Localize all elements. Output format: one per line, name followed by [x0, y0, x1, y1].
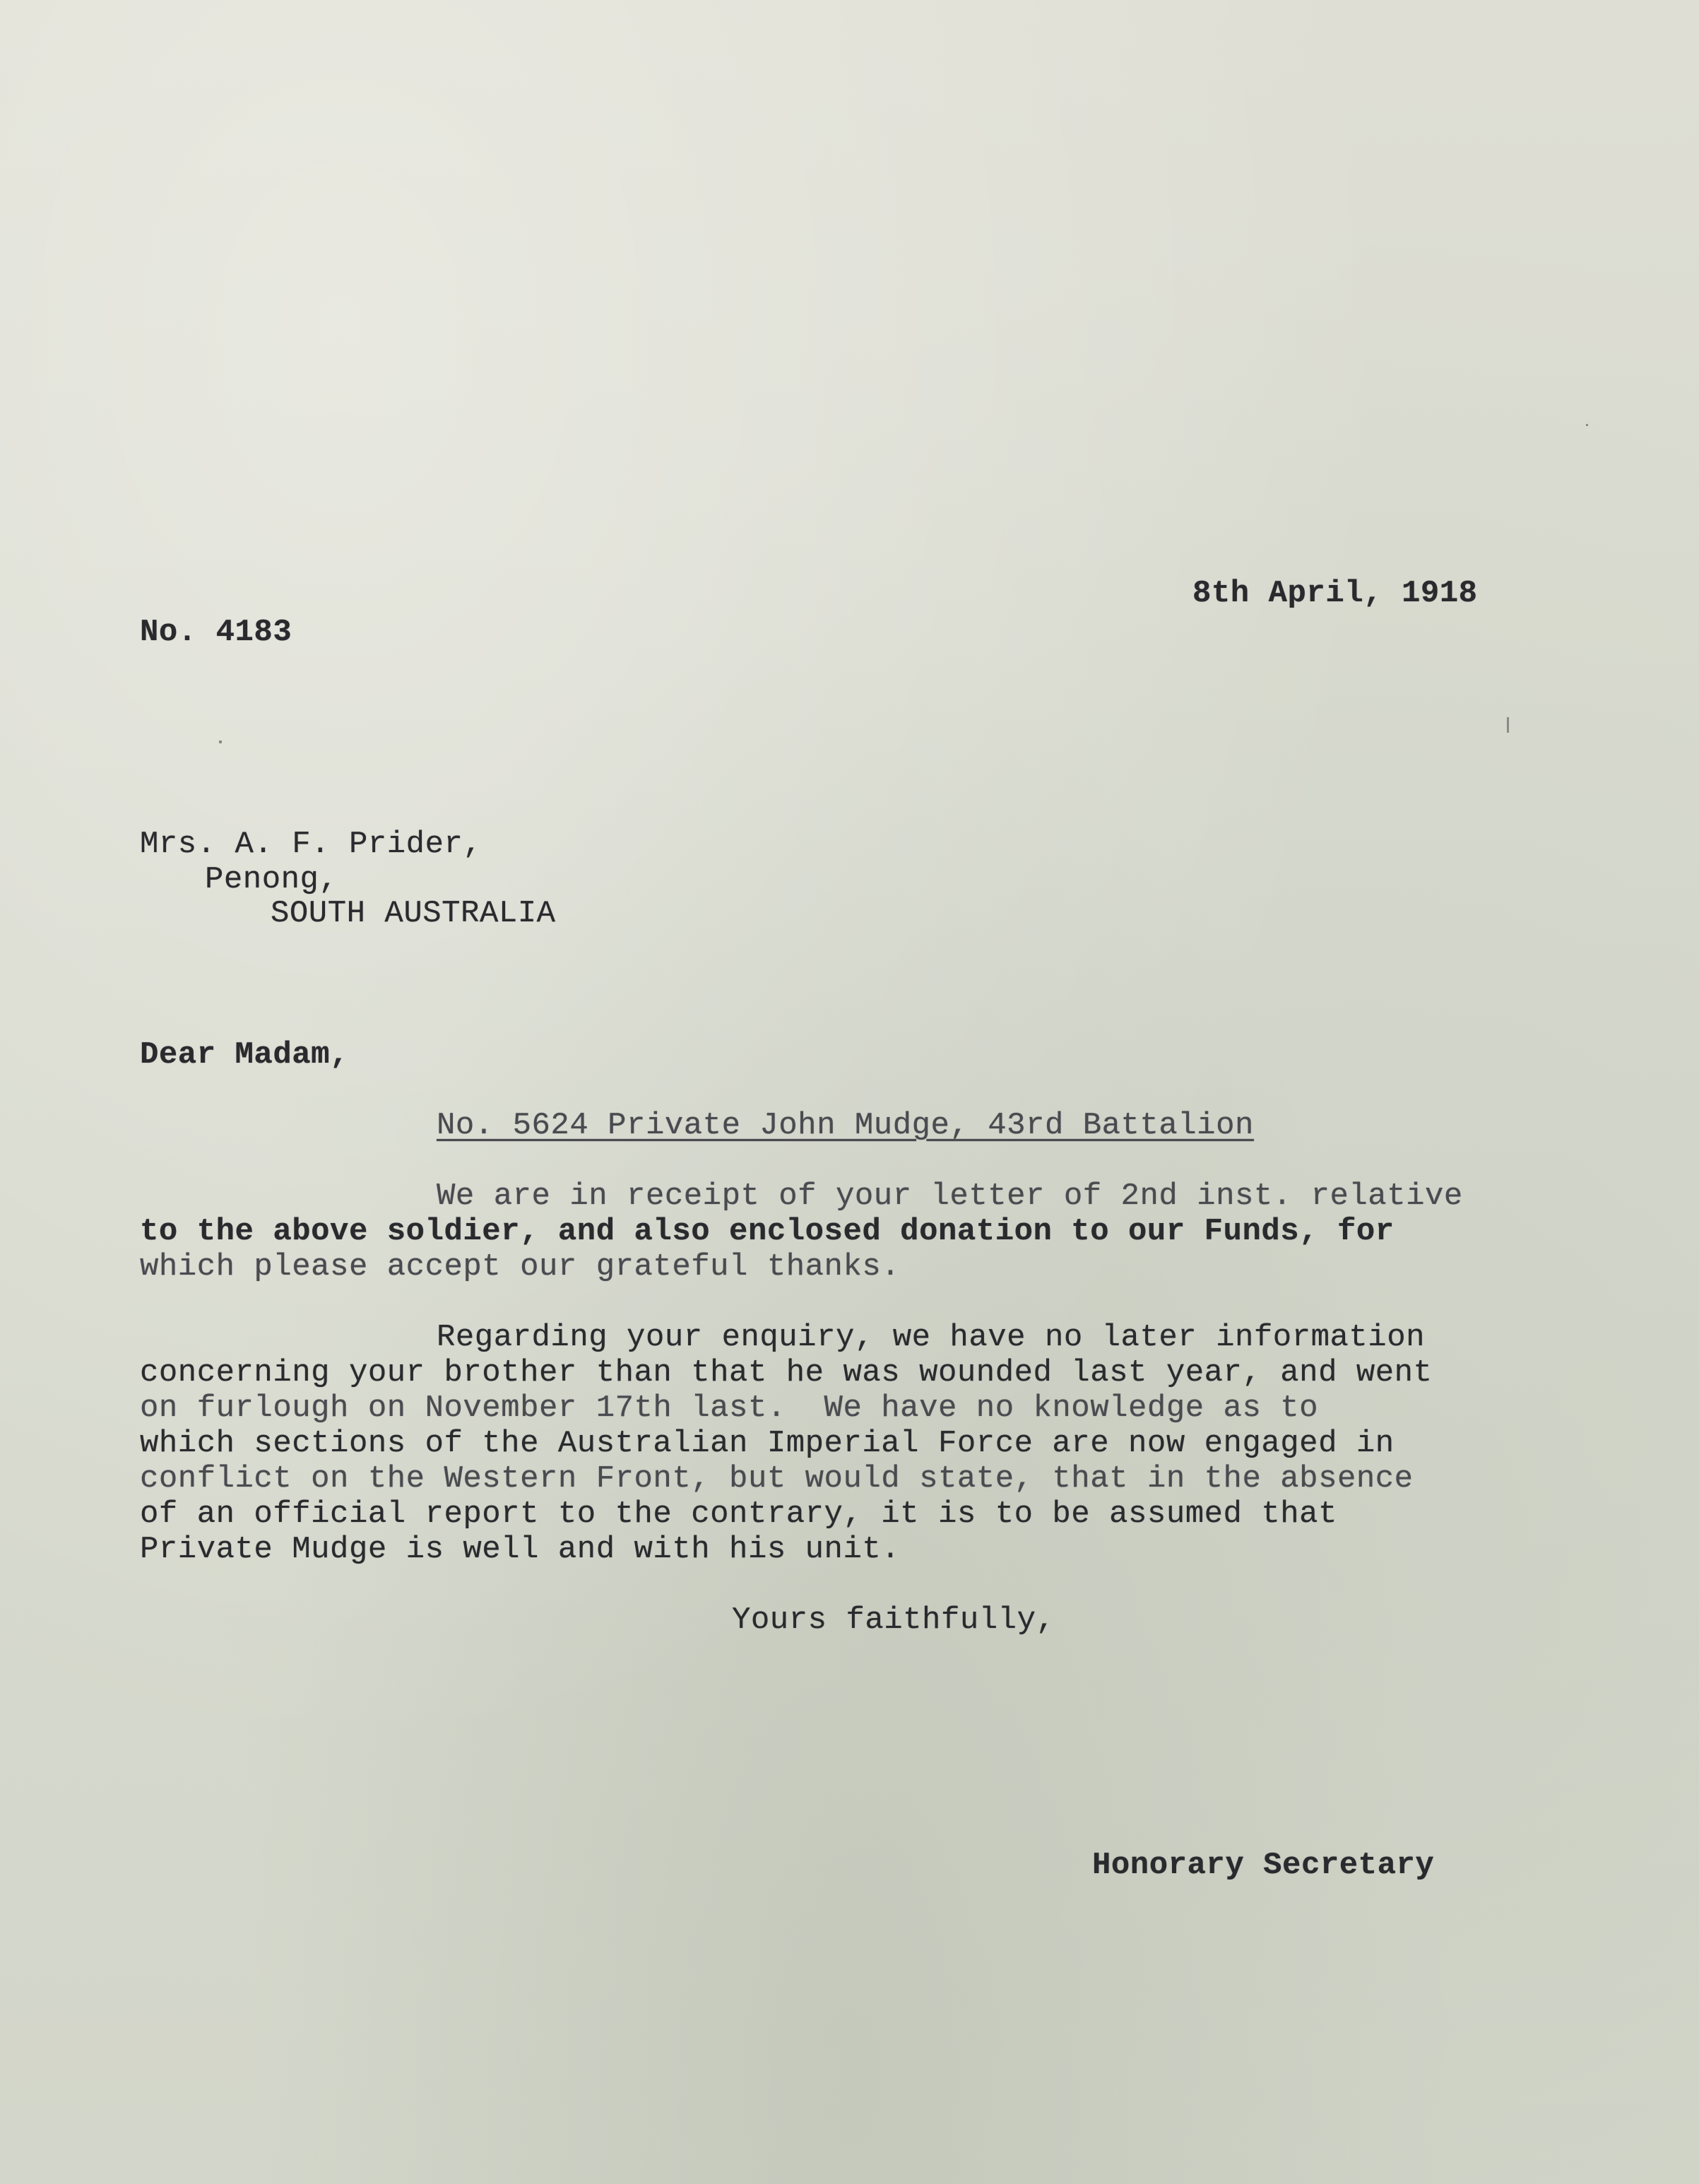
paragraph-line: concerning your brother than that he was wounded last year, and went	[140, 1355, 1433, 1391]
paragraph-line: We are in receipt of your letter of 2nd inst. relative	[437, 1179, 1463, 1214]
paragraph-line: to the above soldier, and also enclosed donation to our Funds, for	[140, 1214, 1395, 1249]
paragraph-line: of an official report to the contrary, it is to be assumed that	[140, 1497, 1337, 1532]
paper-speck	[219, 740, 222, 743]
recipient-name: Mrs. A. F. Prider,	[140, 827, 483, 862]
subject-line: No. 5624 Private John Mudge, 43rd Battalion	[437, 1108, 1254, 1143]
signatory-title: Honorary Secretary	[1092, 1848, 1435, 1883]
recipient-town: Penong,	[205, 862, 338, 897]
letter-date: 8th April, 1918	[1192, 576, 1478, 611]
reference-number: No. 4183	[140, 615, 292, 650]
paper-speck	[1507, 717, 1509, 733]
paragraph-line: Private Mudge is well and with his unit.	[140, 1532, 901, 1567]
paragraph-line: which please accept our grateful thanks.	[140, 1249, 901, 1285]
paragraph-line: conflict on the Western Front, but would state, that in the absence	[140, 1461, 1414, 1497]
paragraph-line: Regarding your enquiry, we have no later information	[437, 1320, 1426, 1355]
salutation: Dear Madam,	[140, 1037, 349, 1073]
paragraph-line: on furlough on November 17th last. We have no knowledge as to	[140, 1391, 1319, 1426]
closing: Yours faithfully,	[732, 1602, 1055, 1638]
paper-speck	[1586, 424, 1588, 426]
paragraph-line: which sections of the Australian Imperial Force are now engaged in	[140, 1426, 1395, 1461]
recipient-state: SOUTH AUSTRALIA	[271, 896, 556, 931]
